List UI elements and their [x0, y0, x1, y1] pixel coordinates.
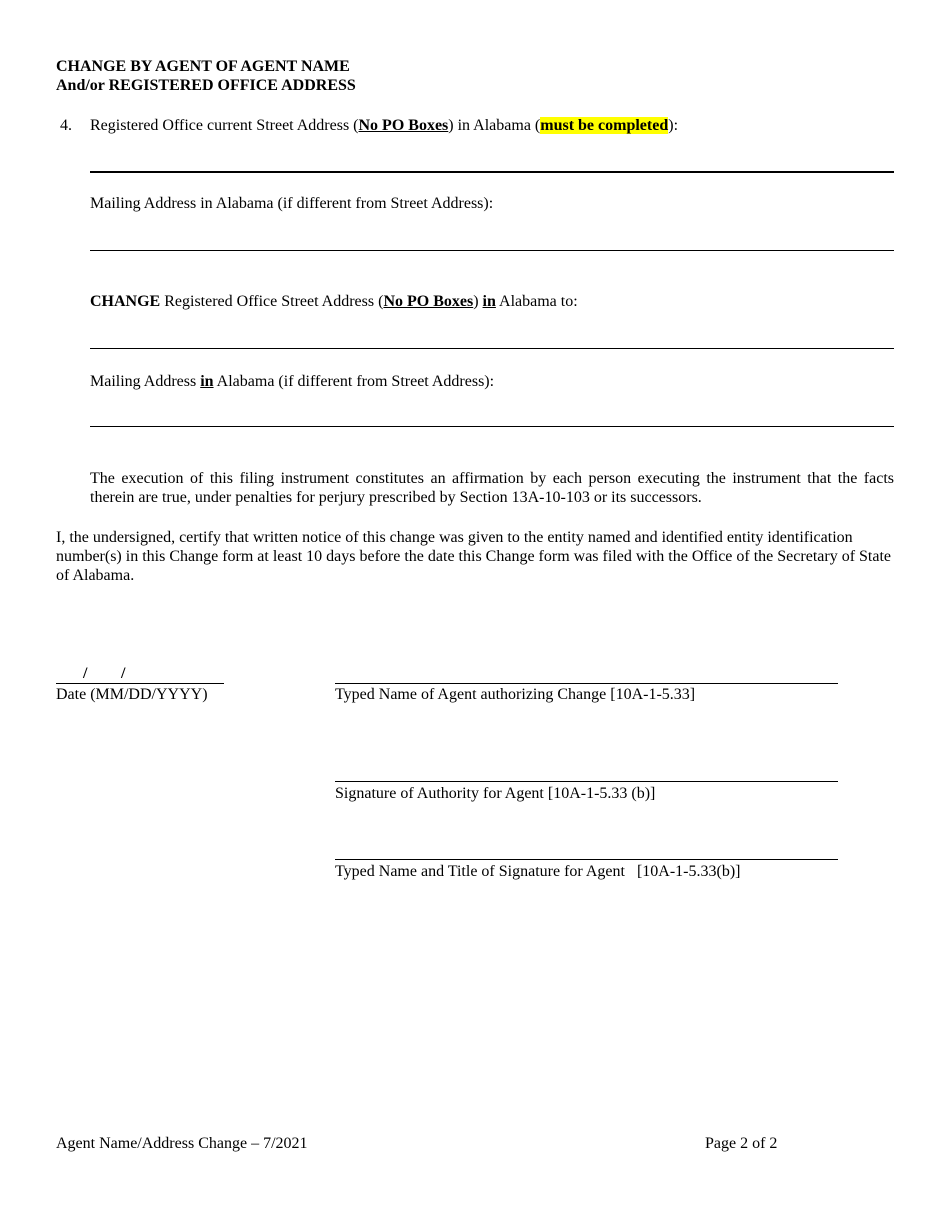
date-slash-1: / — [83, 665, 88, 682]
form-title — [56, 57, 356, 95]
new-mailing-address-label-part2: Alabama (if different from Street Address): — [213, 373, 495, 390]
new-mailing-address-line — [90, 426, 894, 427]
street-address-label-part2: ) in Alabama ( — [448, 117, 541, 134]
typed-name-title-label: Typed Name and Title of Signature for Agent [10A-1-5.33(b)] — [335, 863, 741, 880]
current-street-address-line — [90, 171, 894, 173]
new-mailing-address-label — [90, 372, 494, 391]
mailing-address-label: Mailing Address in Alabama (if different from Street Address): — [90, 195, 494, 212]
form-title-line1: CHANGE BY AGENT OF AGENT NAME — [56, 58, 350, 75]
certification-paragraph: I, the undersigned, certify that written notice of this change was given to the entity named and identified entity identification number(s) in this Change form at least 10 days before the date this Change form was filed with the Office of the Secretary of State of Alabama. — [56, 529, 892, 584]
in-keyword: in — [200, 373, 214, 390]
change-address-label — [90, 292, 578, 311]
new-street-address-line — [90, 348, 894, 349]
current-mailing-address-line — [90, 250, 894, 251]
date-label: Date (MM/DD/YYYY) — [56, 686, 208, 703]
change-address-label-part3: Alabama to: — [495, 293, 578, 310]
signature-field[interactable] — [335, 758, 838, 781]
current-mailing-address-field[interactable] — [90, 224, 894, 250]
no-po-boxes-text: No PO Boxes — [358, 117, 449, 134]
change-keyword: CHANGE — [90, 293, 161, 310]
no-po-boxes-text: No PO Boxes — [383, 293, 474, 310]
form-title-line2: And/or REGISTERED OFFICE ADDRESS — [56, 77, 356, 94]
footer-form-version: Agent Name/Address Change – 7/2021 — [56, 1135, 308, 1152]
typed-agent-name-field[interactable] — [335, 660, 838, 683]
typed-agent-name-label: Typed Name of Agent authorizing Change [10A-1-5.33] — [335, 686, 696, 703]
new-street-address-field[interactable] — [90, 322, 894, 348]
new-mailing-address-label-part1: Mailing Address — [90, 373, 201, 390]
footer-page-number: Page 2 of 2 — [705, 1135, 778, 1152]
change-address-label-part2: ) — [473, 293, 483, 310]
date-slash-2: / — [121, 665, 126, 682]
date-line — [56, 683, 224, 684]
in-keyword: in — [482, 293, 496, 310]
must-be-completed-highlight: must be completed — [540, 117, 669, 134]
item-number: 4. — [60, 117, 72, 134]
signature-line — [335, 781, 838, 782]
typed-name-title-field[interactable] — [335, 836, 838, 859]
new-mailing-address-field[interactable] — [90, 400, 894, 426]
affirmation-paragraph: The execution of this filing instrument constitutes an affirmation by each person executing the instrument that the facts therein are true, under penalties for perjury prescribed by Section 13A-10-103 or its successors. — [90, 470, 894, 506]
signature-label: Signature of Authority for Agent [10A-1-5.33 (b)] — [335, 785, 656, 802]
street-address-label-part3: ): — [668, 117, 679, 134]
street-address-label-part1: Registered Office current Street Address ( — [90, 117, 359, 134]
change-address-label-part1: Registered Office Street Address ( — [160, 293, 384, 310]
street-address-label — [90, 116, 678, 135]
date-field[interactable] — [56, 663, 224, 683]
typed-agent-name-line — [335, 683, 838, 684]
current-street-address-field[interactable] — [90, 145, 894, 171]
typed-name-title-line — [335, 859, 838, 860]
